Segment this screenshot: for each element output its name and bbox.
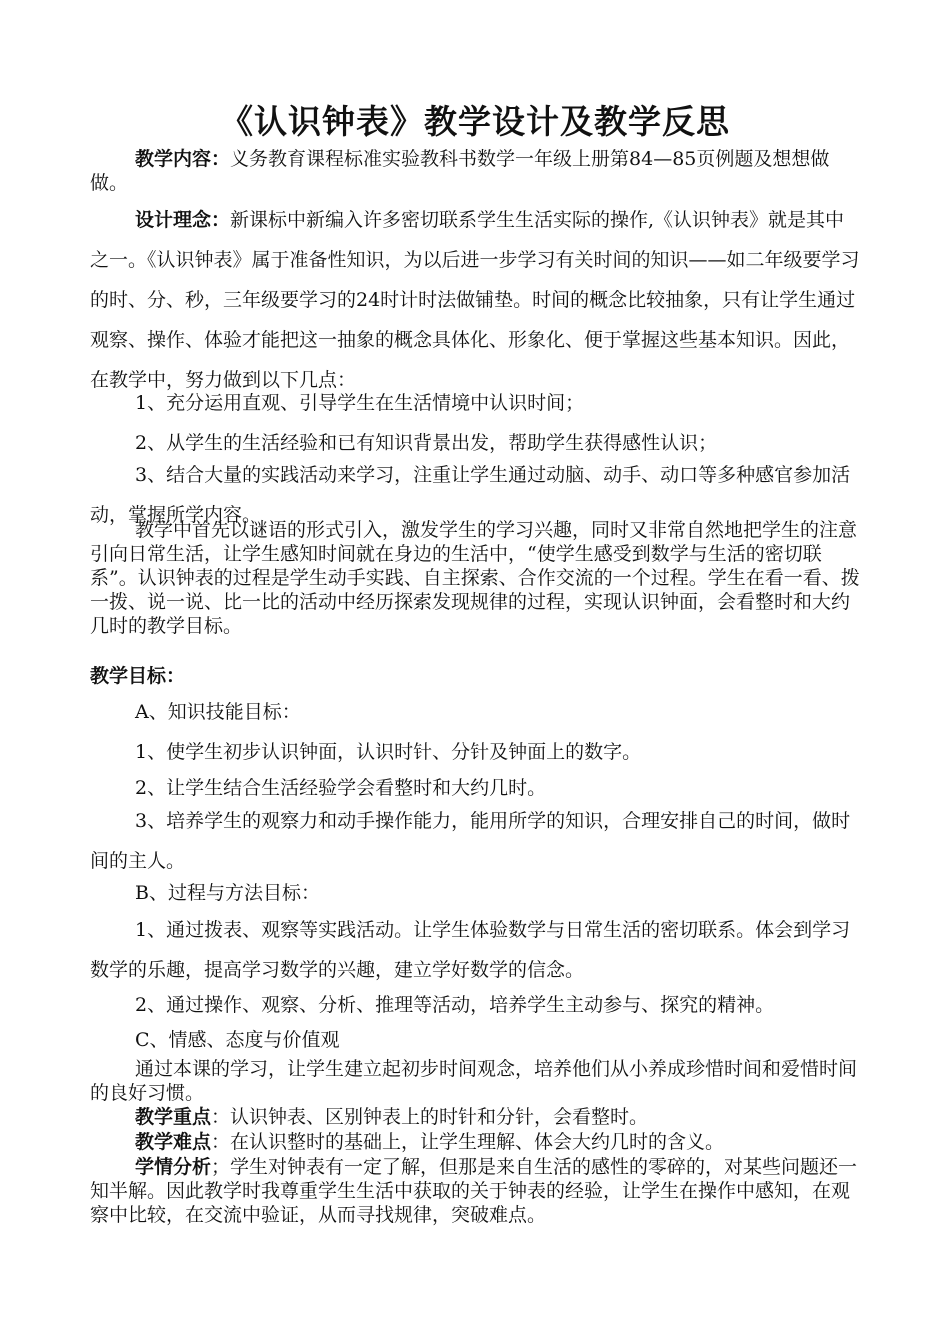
goals-b-item-1: 1、通过拨表、观察等实践活动。让学生体验数学与日常生活的密切联系。体会到学习数学的乐趣，提高学习数学的兴趣，建立学好数学的信念。 [90, 919, 851, 981]
goals-a-item-3: 3、培养学生的观察力和动手操作能力，能用所学的知识，合理安排自己的时间，做时间的主人。 [90, 810, 851, 872]
concept-point-3: 3、结合大量的实践活动来学习，注重让学生通过动脑、动手、动口等多种感官参加活动，掌握所学内容。 [90, 464, 851, 526]
concept-point-1: 1、充分运用直观、引导学生在生活情境中认识时间； [135, 392, 585, 414]
concept-label: 设计理念： [135, 209, 231, 231]
analysis-text: ；学生对钟表有一定了解，但那是来自生活的感性的零碎的，对某些问题还一知半解。因此教学时我尊重学生生活中获取的关于钟表的经验，让学生在操作中感知，在观察中比较，在交流中验证，从而寻找规律，突破难点。 [90, 1156, 858, 1226]
difficulty-text: ：在认识整时的基础上，让学生理解、体会大约几时的含义。 [211, 1131, 725, 1153]
concept-text: 新课标中新编入许多密切联系学生生活实际的操作,《认识钟表》就是其中之一。《认识钟表》属于准备性知识，为以后进一步学习有关时间的知识——如二年级要学习的时、分、秒，三年级要学习的24时计时法做铺垫。时间的概念比较抽象，只有让学生通过观察、操作、体验才能把这一抽象的概念具体化、形象化、便于掌握这些基本知识。因此，在教学中，努力做到以下几点： [90, 209, 860, 391]
goals-b-title: B、过程与方法目标： [135, 882, 320, 904]
goals-a-title: A、知识技能目标： [135, 701, 301, 723]
content-text: 义务教育课程标准实验教科书数学一年级上册第84—85页例题及想想做做。 [90, 148, 830, 194]
key-point-text: ：认识钟表、区别钟表上的时针和分针，会看整时。 [211, 1106, 649, 1128]
goals-b-item-2: 2、通过操作、观察、分析、推理等活动，培养学生主动参与、探究的精神。 [135, 994, 775, 1016]
goals-a-item-1: 1、使学生初步认识钟面，认识时针、分针及钟面上的数字。 [135, 741, 642, 763]
concept-point-2: 2、从学生的生活经验和已有知识背景出发，帮助学生获得感性认识； [135, 432, 718, 454]
goals-label: 教学目标： [90, 665, 186, 687]
goals-c-title: C、情感、态度与价值观 [135, 1029, 340, 1051]
difficulty-label: 教学难点 [135, 1131, 212, 1153]
section-concept [90, 200, 862, 400]
section-analysis [90, 1155, 862, 1227]
document-title: 《认识钟表》教学设计及教学反思 [220, 102, 730, 141]
goals-c-text: 通过本课的学习，让学生建立起初步时间观念，培养他们从小养成珍惜时间和爱惜时间的良好习惯。 [90, 1058, 858, 1104]
intro-paragraph: 教学中首先以谜语的形式引入，激发学生的学习兴趣，同时又非常自然地把学生的注意引向日常生活，让学生感知时间就在身边的生活中，“使学生感受到数学与生活的密切联系”。认识钟表的过程是学生动手实践、自主探索、合作交流的一个过程。学生在看一看、拨一拨、说一说、比一比的活动中经历探索发现规律的过程，实现认识钟面，会看整时和大约几时的教学目标。 [90, 519, 860, 637]
goals-a-item-2: 2、让学生结合生活经验学会看整时和大约几时。 [135, 777, 547, 799]
section-key-point [90, 1105, 862, 1129]
analysis-label: 学情分析 [135, 1156, 212, 1178]
content-label: 教学内容： [135, 148, 231, 170]
key-point-label: 教学重点 [135, 1106, 212, 1128]
section-difficulty [90, 1130, 862, 1154]
section-content [90, 147, 862, 195]
